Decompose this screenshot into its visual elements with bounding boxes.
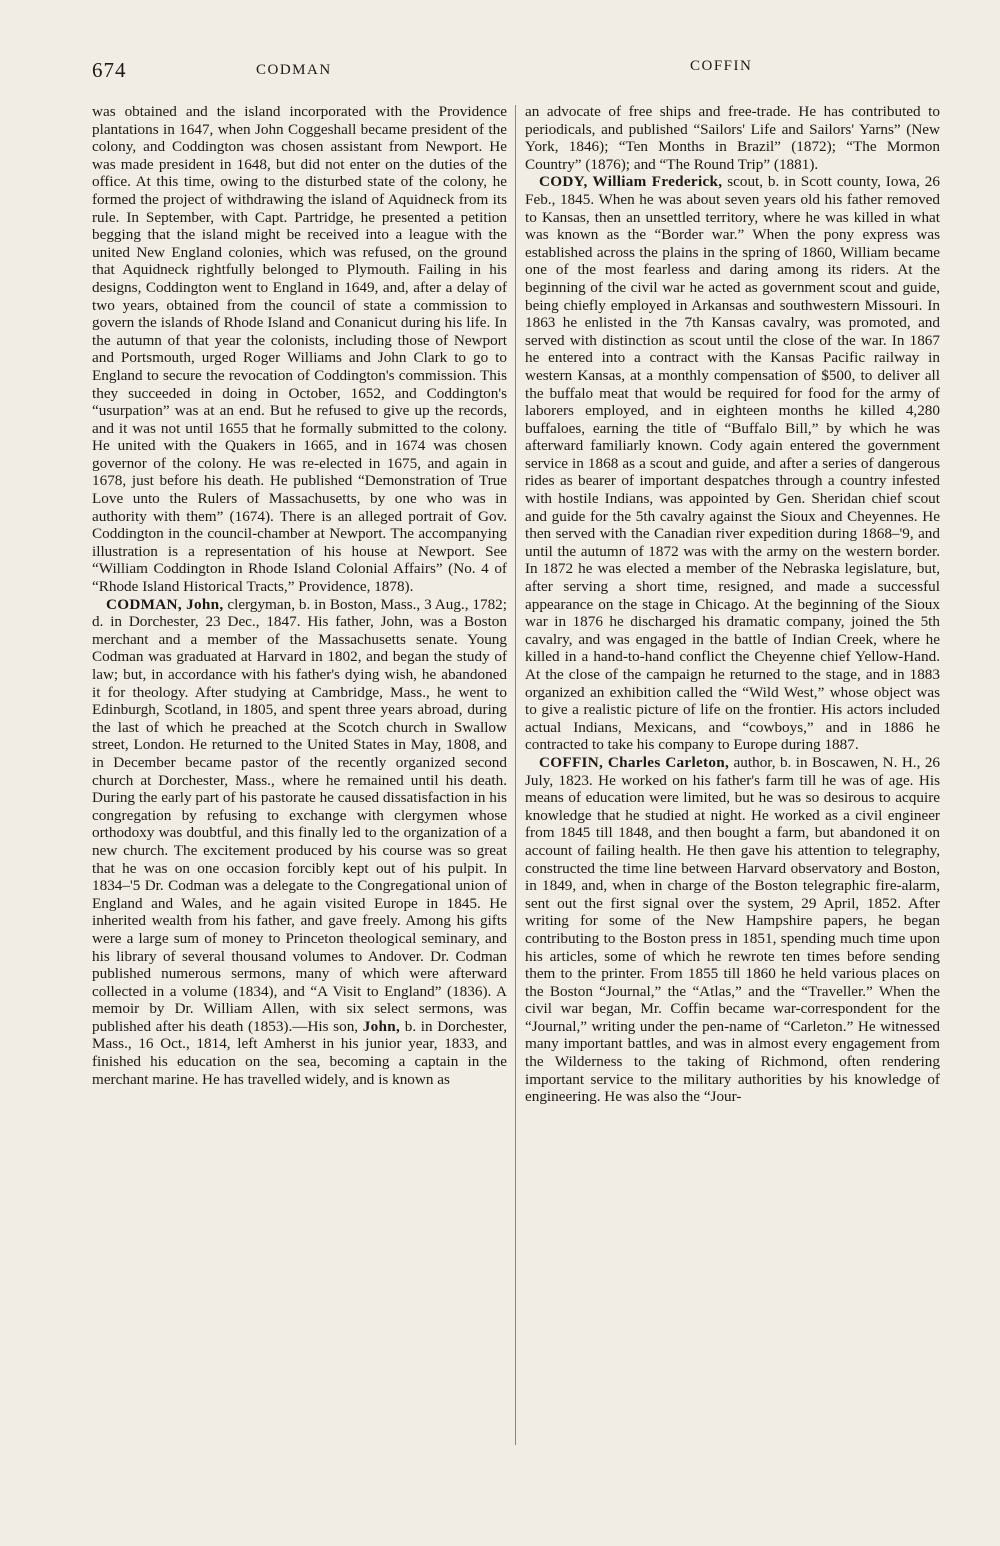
right-running-title: COFFIN: [690, 58, 753, 74]
page-number: 674: [92, 58, 127, 82]
cody-headword: CODY, William Frederick,: [539, 173, 723, 191]
codman-entry: [92, 596, 507, 1089]
right-column: [525, 103, 940, 1106]
cody-entry-text: scout, b. in Scott county, Iowa, 26 Feb., 1845. When he was about seven years old his father removed to Kansas, then an unsettled territory, where he was killed in what was known as the “Border war.” When the pony express was established across the plains in the spring of 1860, William became one of the most fearless and daring among its riders. At the beginning of the civil war he acted as government scout and guide, being chiefly employed in Arkansas and southwestern Missouri. In 1863 he enlisted in the 7th Kansas cavalry, was promoted, and served with distinction as scout until the close of the war. In 1867 he entered into a contract with the Kansas Pacific railway in western Kansas, at a monthly compensation of $500, to deliver all the buffalo meat that would be required for food for the army of laborers employed, and in eighteen months he killed 4,280 buffaloes, earning the title of “Buffalo Bill,” by which he was afterward familiarly known. Cody again entered the government service in 1868 as a scout and guide, and after a series of dangerous rides as bearer of important despatches through a country infested with hostile Indians, was appointed by Gen. Sheridan chief scout and guide for the 5th cavalry against the Sioux and Cheyennes. He then served with the Canadian river expedition during 1868–'9, and until the autumn of 1872 was with the army on the western border. In 1872 he was elected a member of the Nebraska legislature, but, after serving a short time, resigned, and made a successful appearance on the stage in Chicago. At the beginning of the Sioux war in 1876 he discharged his dramatic company, joined the 5th cavalry, and was engaged in the battle of Indian Creek, where he killed in a hand-to-hand conflict the Cheyenne chief Yellow-Hand. At the close of the campaign he returned to the stage, and in 1883 organized an exhibition called the “Wild West,” whose object was to give a realistic picture of life on the frontier. His actors included actual Indians, Mexicans, and “cowboys,” and in 1886 he contracted to take his company to Europe during 1887.: [525, 173, 940, 754]
codman-entry-text: clergyman, b. in Boston, Mass., 3 Aug., 1782; d. in Dorchester, 23 Dec., 1847. His father, John, was a Boston merchant and a member of the Massachusetts senate. Young Codman was graduated at Harvard in 1802, and began the study of law; but, in accordance with his father's dying wish, he abandoned it for theology. After studying at Cambridge, Mass., he went to Edinburgh, Scotland, in 1805, and spent three years abroad, during the last of which he preached at the Scotch church in Swallow street, London. He returned to the United States in May, 1808, and in December became pastor of the recently organized second church at Dorchester, Mass., where he remained until his death. During the early part of his pastorate he caused dissatisfaction in his congregation by refusing to exchange with clergymen whose orthodoxy was doubtful, and this finally led to the organization of a new church. The excitement produced by his course was so great that he was on one occasion forcibly kept out of his pulpit. In 1834–'5 Dr. Codman was a delegate to the Congregational union of England and Wales, and he again visited Europe in 1845. He inherited wealth from his father, and gave freely. Among his gifts were a large sum of money to Princeton theological seminary, and his library of several thousand volumes to Andover. Dr. Codman published numerous sermons, many of which were afterward collected in a volume (1834), and “A Visit to England” (1836). A memoir by Dr. William Allen, with six select sermons, was published after his death (1853).—His son,: [92, 595, 507, 1035]
coffin-entry-text: author, b. in Boscawen, N. H., 26 July, 1823. He worked on his father's farm till he was of age. His means of education were limited, but he was so desirous to acquire knowledge that he studied at night. He worked as a civil engineer from 1845 till 1848, and then bought a farm, but abandoned it on account of failing health. He then gave his attention to telegraphy, constructed the time line between Harvard observatory and Boston, in 1849, and, when in charge of the Boston telegraphic fire-alarm, sent out the first signal over the system, 29 April, 1852. After writing for some of the New Hampshire papers, he began contributing to the Boston press in 1851, spending much time upon his articles, some of which he rewrote ten times before sending them to the printer. From 1855 till 1860 he held various places on the Boston “Journal,” the “Atlas,” and the “Traveller.” When the civil war began, Mr. Coffin became war-correspondent for the “Journal,” writing under the pen-name of “Carleton.” He witnessed many important battles, and was in almost every engagement from the Wilderness to the taking of Richmond, often rendering important service to the military authorities by his knowledge of engineering. He was also the “Jour-: [525, 753, 941, 1106]
coffin-entry: [525, 754, 940, 1106]
left-column: [92, 103, 507, 1088]
coddington-continuation-paragraph: was obtained and the island incorporated with the Providence plantations in 1647, when John Coggeshall became president of the colony, and Coddington was chosen assistant from Newport. He was made president in 1648, but did not enter on the duties of the office. At this time, owing to the disturbed state of the colony, he formed the project of withdrawing the island of Aquidneck from its rule. In September, with Capt. Partridge, he presented a petition begging that the island might be received into a league with the united New England colonies, which was refused, on the ground that Aquidneck rightfully belonged to Plymouth. Failing in his designs, Coddington went to England in 1649, and, after a delay of two years, obtained from the council of state a commission to govern the islands of Rhode Island and Conanicut during his life. In the autumn of that year the colonists, including those of Newport and Portsmouth, urged Roger Williams and John Clark to go to England to secure the revocation of Coddington's commission. This they succeeded in doing in October, 1652, and Coddington's “usurpation” was at an end. But he refused to give up the records, and it was not until 1655 that he formally submitted to the colony. He united with the Quakers in 1665, and in 1674 was chosen governor of the colony. He was re-elected in 1675, and again in 1678, just before his death. He published “Demonstration of True Love unto the Rulers of Massachusetts, by one who was in authority with them” (1674). There is an alleged portrait of Gov. Coddington in the council-chamber at Newport. The accompanying illustration is a representation of his house at Newport. See “William Coddington in Rhode Island Colonial Affairs” (No. 4 of “Rhode Island Historical Tracts,” Providence, 1878).: [92, 103, 507, 596]
codman-son-name: John,: [362, 1017, 401, 1035]
cody-entry: [525, 173, 940, 754]
running-head: [0, 50, 1000, 90]
codman-headword: CODMAN, John,: [106, 595, 224, 613]
left-running-title: CODMAN: [256, 62, 332, 78]
coffin-headword: COFFIN, Charles Carleton,: [539, 753, 730, 771]
codman-son-continuation-paragraph: an advocate of free ships and free-trade. He has contributed to periodicals, and published “Sailors' Life and Sailors' Yarns” (New York, 1846); “Ten Months in Brazil” (1872); “The Mormon Country” (1876); and “The Round Trip” (1881).: [525, 103, 940, 173]
codman-son-text: b. in Dorchester, Mass., 16 Oct., 1814, left Amherst in his junior year, 1833, and finished his education on the sea, becoming a captain in the merchant marine. He has travelled widely, and is known as: [92, 1017, 507, 1088]
column-divider: [515, 105, 516, 1445]
